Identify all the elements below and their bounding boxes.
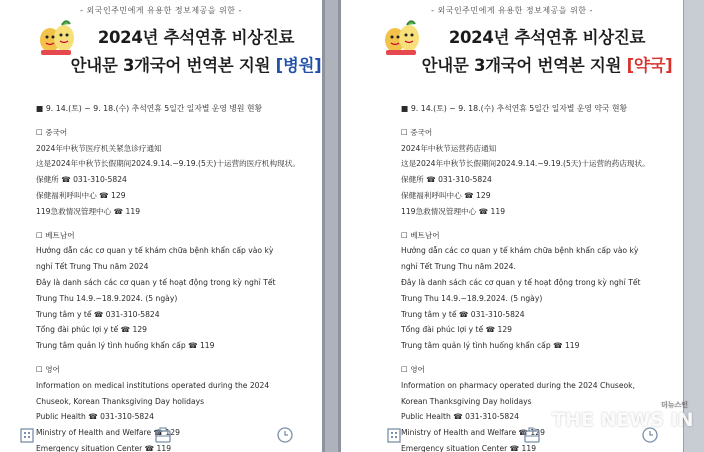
- chinese-line: 保健福利呼叫中心 ☎ 129: [401, 190, 491, 200]
- english-line: Korean Thanksgiving Day holidays: [401, 396, 532, 406]
- notice-subtitle: - 외국인주민에게 유용한 정보제공을 위한 -: [80, 6, 242, 15]
- briefcase-icon[interactable]: [154, 426, 172, 444]
- english-line: Public Health ☎ 031-310-5824: [36, 412, 154, 422]
- date-range-line: ■ 9. 14.(토) ~ 9. 18.(수) 추석연휴 5일간 일자별 운영 병원 현황: [36, 104, 263, 113]
- chinese-line: 保健福利呼叫中心 ☎ 129: [36, 190, 126, 200]
- panel-divider: [325, 0, 338, 452]
- chinese-line: 保健所 ☎ 031-310-5824: [401, 175, 492, 185]
- english-line: Emergency situation Center ☎ 119: [401, 443, 537, 452]
- category-tag-pharmacy: [약국]: [626, 56, 673, 75]
- chinese-line: 2024年中秋节医疗机关紧急诊疗通知: [36, 143, 162, 153]
- vietnamese-line: Trung Thu 14.9.~18.9.2024. (5 ngày): [36, 293, 178, 303]
- vietnamese-line: Tổng đài phúc lợi y tế ☎ 129: [401, 325, 512, 335]
- chinese-line: 保健所 ☎ 031-310-5824: [36, 175, 127, 185]
- notice-title: 2024년 추석연휴 비상진료: [448, 28, 646, 47]
- notice-title-line2: 안내문 3개국어 번역본 지원 [병원]: [70, 56, 322, 75]
- section-header-english: ☐ 영어: [401, 364, 425, 374]
- vietnamese-line: Hướng dẫn các cơ quan y tế khám chữa bệnh khẩn cấp vào kỳ: [401, 246, 639, 256]
- english-line: Information on medical institutions operated during the 2024: [36, 380, 270, 390]
- chinese-line: 119急救情况管理中心 ☎ 119: [36, 206, 141, 216]
- notice-header: [341, 0, 683, 92]
- english-line: Emergency situation Center ☎ 119: [36, 443, 172, 452]
- watermark-text: THE NEWS IN: [552, 409, 694, 431]
- section-header-vietnamese: ☐ 베트남어: [36, 230, 75, 240]
- english-line: Public Health ☎ 031-310-5824: [401, 412, 519, 422]
- vietnamese-line: nghỉ Tết Trung Thu năm 2024.: [401, 262, 516, 272]
- news-watermark: [528, 400, 698, 440]
- category-tag-hospital: [병원]: [275, 56, 322, 75]
- section-header-chinese: ☐ 중국어: [36, 127, 68, 137]
- watermark-small-text: 더뉴스인: [660, 401, 688, 409]
- chinese-line: 这是2024年中秋节长假期间2024.9.14.~9.19.(5天)十运营的医疗机构现状。: [36, 159, 300, 169]
- vietnamese-line: Trung tâm y tế ☎ 031-310-5824: [36, 309, 160, 319]
- vietnamese-line: Đây là danh sách các cơ quan y tế hoạt động trong kỳ nghỉ Tết: [36, 277, 276, 287]
- clock-icon[interactable]: [276, 426, 294, 444]
- vietnamese-line: Tổng đài phúc lợi y tế ☎ 129: [36, 325, 147, 335]
- scroll-strip: [684, 0, 704, 452]
- footer-nav: [0, 420, 322, 452]
- date-range-line: ■ 9. 14.(토) ~ 9. 18.(수) 추석연휴 5일간 일자별 운영 약국 현황: [401, 104, 628, 113]
- section-header-english: ☐ 영어: [36, 364, 60, 374]
- section-header-chinese: ☐ 중국어: [401, 127, 433, 137]
- notice-body: [36, 101, 314, 452]
- chinese-line: 这是2024年中秋节长假期间2024.9.14.~9.19.(5天)十运营的药店现状。: [401, 159, 650, 169]
- vietnamese-line: Trung tâm quản lý tình huống khẩn cấp ☎ 119: [401, 341, 580, 351]
- watermark-logo-icon: [528, 410, 548, 430]
- vietnamese-line: nghỉ Tết Trung Thu năm 2024: [36, 262, 149, 272]
- building-icon[interactable]: [385, 426, 403, 444]
- notice-header: [0, 0, 322, 92]
- notice-panel-pharmacy: [338, 0, 683, 452]
- english-line: Ministry of Health and Welfare ☎ 129: [401, 428, 545, 438]
- english-line: Chuseok, Korean Thanksgiving Day holidays: [36, 396, 205, 406]
- english-line: Information on pharmacy operated during the 2024 Chuseok,: [401, 380, 635, 390]
- vietnamese-line: Trung tâm y tế ☎ 031-310-5824: [401, 309, 525, 319]
- chinese-line: 119急救情况管理中心 ☎ 119: [401, 206, 506, 216]
- section-header-vietnamese: ☐ 베트남어: [401, 230, 440, 240]
- vietnamese-line: Trung tâm quản lý tình huống khẩn cấp ☎ 119: [36, 341, 215, 351]
- notice-title-line2: 안내문 3개국어 번역본 지원 [약국]: [421, 56, 673, 75]
- chinese-line: 2024年中秋节运营药店通知: [401, 143, 497, 153]
- english-line: Ministry of Health and Welfare ☎ 129: [36, 428, 180, 438]
- building-icon[interactable]: [18, 426, 36, 444]
- vietnamese-line: Trung Thu 14.9.~18.9.2024. (5 ngày): [401, 293, 543, 303]
- vietnamese-line: Đây là danh sách các cơ quan y tế hoạt động trong kỳ nghỉ Tết: [401, 277, 641, 287]
- notice-subtitle: - 외국인주민에게 유용한 정보제공을 위한 -: [431, 6, 593, 15]
- notice-title: 2024년 추석연휴 비상진료: [97, 28, 295, 47]
- notice-panel-hospital: [0, 0, 325, 452]
- vietnamese-line: Hướng dẫn các cơ quan y tế khám chữa bệnh khẩn cấp vào kỳ: [36, 246, 274, 256]
